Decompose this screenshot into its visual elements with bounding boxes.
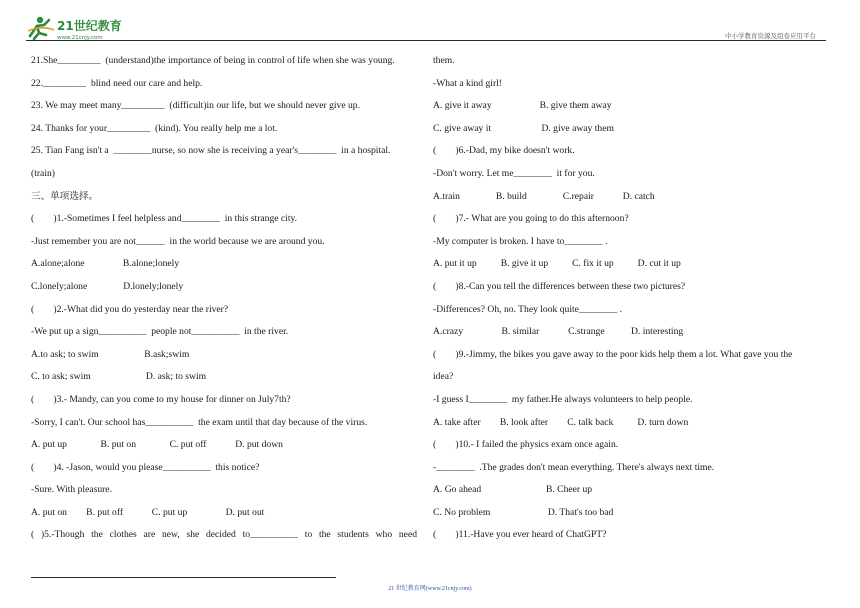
question-line: ( )5.-Though the clothes are new, she decided to__________ to the students who need	[31, 529, 417, 541]
question-line: ( )1.-Sometimes I feel helpless and________ in this strange city.	[31, 213, 298, 225]
option-line: A. put up B. put on C. put off D. put down	[31, 439, 283, 451]
question-line: ( )7.- What are you going to do this afternoon?	[433, 213, 629, 225]
option-line: A. take after B. look after C. talk back D. turn down	[433, 416, 689, 428]
footer-divider	[31, 577, 336, 578]
option-line: C. No problem D. That's too bad	[433, 506, 614, 518]
option-line: A. put on B. put off C. put up D. put out	[31, 506, 265, 518]
question-line: them.	[433, 55, 455, 66]
question-line: ( )2.-What did you do yesterday near the river?	[31, 303, 229, 315]
option-line: C.lonely;alone D.lonely;lonely	[31, 280, 184, 292]
footer-source: 21 世纪教育网(www.21cnjy.com)	[388, 586, 472, 592]
question-line: ( )8.-Can you tell the differences between these two pictures?	[433, 280, 686, 292]
right-column	[433, 55, 821, 552]
question-line: ( )9.-Jimmy, the bikes you gave away to the poor kids help them a lot. What gave you the	[433, 348, 793, 360]
platform-name: 中小学教育资源及组卷应用平台	[725, 33, 816, 40]
question-line: -My computer is broken. I have to________ .	[433, 235, 608, 247]
option-line: A.to ask; to swim B.ask;swim	[31, 348, 190, 360]
option-line: A.alone;alone B.alone;lonely	[31, 258, 180, 270]
option-line: A. give it away B. give them away	[433, 100, 612, 112]
question-line: 23. We may meet many_________ (difficult)in our life, but we should never give up.	[31, 100, 360, 112]
question-line: -What a kind girl!	[433, 77, 502, 89]
question-line: idea?	[433, 371, 454, 383]
question-line: -Sure. With pleasure.	[31, 484, 112, 496]
option-line: A.train B. build C.repair D. catch	[433, 190, 655, 202]
site-logo	[26, 14, 146, 42]
question-line: -Don't worry. Let me________ it for you.	[433, 167, 595, 179]
header-divider	[26, 40, 826, 41]
section-heading: 三、单项选择。	[31, 190, 99, 202]
option-line: C. to ask; swim D. ask; to swim	[31, 371, 207, 383]
question-line: ( )3.- Mandy, can you come to my house for dinner on July7th?	[31, 393, 291, 405]
option-line: A. put it up B. give it up C. fix it up D. cut it up	[433, 258, 681, 270]
question-line: -________ .The grades don't mean everything. There's always next time.	[433, 461, 715, 473]
question-line: ( )6.-Dad, my bike doesn't work.	[433, 145, 575, 157]
question-line: 24. Thanks for your_________ (kind). You really help me a lot.	[31, 122, 278, 134]
question-line: -We put up a sign__________ people not__________ in the river.	[31, 326, 289, 338]
left-column	[31, 55, 417, 552]
question-line: ( )4. -Jason, would you please__________ this notice?	[31, 461, 260, 473]
logo-subtext: www.21cnjy.com	[57, 35, 103, 41]
question-line: -Sorry, I can't. Our school has__________ the exam until that day because of the virus.	[31, 416, 368, 428]
question-line: -I guess I________ my father.He always volunteers to help people.	[433, 393, 693, 405]
question-line: -Just remember you are not______ in the world because we are around you.	[31, 235, 325, 247]
logo-text: 21世纪教育	[57, 19, 122, 33]
question-line: -Differences? Oh, no. They look quite________ .	[433, 303, 623, 315]
question-line: ( )11.-Have you ever heard of ChatGPT?	[433, 529, 607, 541]
question-line: 21.She_________ (understand)the importance of being in control of life when she was young.	[31, 55, 395, 66]
question-line: 25. Tian Fang isn't a ________nurse, so now she is receiving a year's________ in a hospital.	[31, 145, 391, 157]
question-line: (train)	[31, 167, 55, 179]
runner-logo-icon	[26, 14, 146, 42]
question-line: 22._________ blind need our care and help.	[31, 77, 203, 89]
option-line: A. Go ahead B. Cheer up	[433, 484, 593, 496]
question-line: ( )10.- I failed the physics exam once again.	[433, 439, 619, 451]
option-line: C. give away it D. give away them	[433, 122, 614, 134]
option-line: A.crazy B. similar C.strange D. interesting	[433, 326, 684, 338]
